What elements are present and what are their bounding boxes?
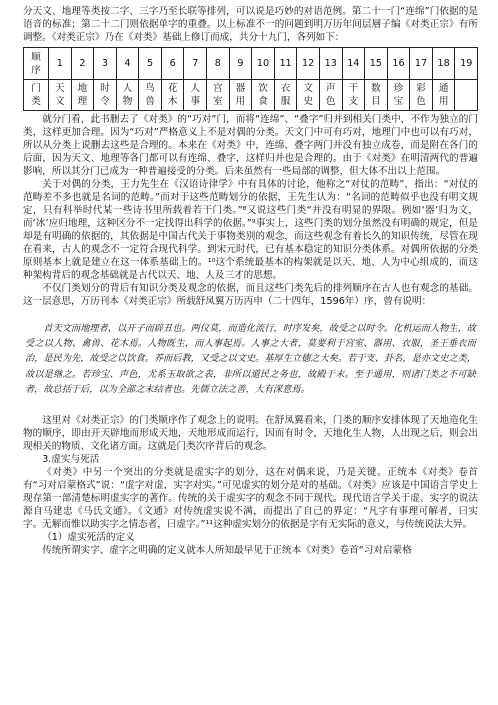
category-number-cell: 16 [387, 48, 410, 80]
category-name-cell: 人 物 [116, 80, 139, 111]
category-name-cell: 地 理 [71, 80, 94, 111]
paragraph-wang-li: 关于对偶的分类，王力先生在《汉语诗律学》中有具体的讨论，他称之“对仗的范畴”，指出：“对仗的范畴差不多也就是名词的范畴。”而对于这些范畴划分的依据，王先生认为：“名词的范畴似乎也没有明文规定，只有科举时代某一些诗书里所载着若干门类。”⁸又说这些门类“并没有明显的界限。例如‘器’归为文，而‘冰’应归地理，这种区分不一定找得出科学的依据。”⁹事实上，这些门类的划分虽然没有明确的规定，但是却是有明确的依据的，其依据是中国古代关于事物类别的观念，而这些观念有着长久的知识传统，尽管在现在看来，古人的观念不一定符合现代科学。到宋元时代，已有基本稳定的知识分类体系。对偶所依据的分类原则基本上就是建立在这一体系基础上的。¹⁰这个系统最基本的构架就是以天、地、人为中心组成的，而这种架构背后的观念基础就是古代以天、地、人及三才的思想。 [23, 179, 478, 281]
category-number-cell: 15 [365, 48, 388, 80]
category-name-cell: 天 文 [49, 80, 72, 111]
category-number-cell: 1 [49, 48, 72, 80]
category-name-cell: 饮 食 [252, 80, 275, 111]
category-name-cell: 鸟 兽 [139, 80, 162, 111]
category-number-cell: 8 [207, 48, 230, 80]
category-name-cell: 珍 宝 [387, 80, 410, 111]
category-number-cell: 19 [455, 48, 478, 80]
document-page [23, 5, 478, 557]
table-header-cell: 顺 序 [24, 48, 49, 80]
category-number-cell: 4 [116, 48, 139, 80]
category-number-cell: 10 [252, 48, 275, 80]
subsection-heading-definition: （1）虚实死活的定义 [42, 532, 135, 544]
category-name-cell: 宫 室 [207, 80, 230, 111]
category-number-cell: 17 [410, 48, 433, 80]
category-name-cell-empty [455, 80, 478, 111]
category-number-cell: 6 [161, 48, 184, 80]
paragraph-order-explanation: 这里对《对类正宗》的门类顺序作了观念上的说明。在舒凤翼看来，门类的顺序安排体现了天地造化生物的顺序，即由开天辟地而形成天地，天地形成而运行，因而有时令，天地化生人物，人出现之后，则会出现相关的物质、文化诸方面。这就是门类次序背后的观念。 [23, 415, 478, 453]
category-name-cell: 文 史 [297, 80, 320, 111]
section-heading-xushi: 3.虚实与死活 [42, 454, 100, 466]
category-number-cell: 3 [94, 48, 117, 80]
category-name-cell: 器 用 [229, 80, 252, 111]
category-number-cell: 7 [184, 48, 207, 80]
category-name-cell: 衣 服 [274, 80, 297, 111]
category-number-cell: 14 [342, 48, 365, 80]
paragraph-order-basis: 不仅门类划分的背后有知识分类及观念的依据，而且这些门类先后的排列顺序在古人也有观念的基础。这一层意思，万历刊本《对类正宗》所载舒凤翼万历丙申（二十四年，1596年）序，曾有说明： [23, 283, 478, 307]
category-name-cell: 人 事 [184, 80, 207, 111]
category-number-cell: 5 [139, 48, 162, 80]
category-number-cell: 9 [229, 48, 252, 80]
category-number-row [24, 48, 478, 80]
table-label-cell: 门 类 [24, 80, 49, 111]
category-name-cell: 数 目 [365, 80, 388, 111]
category-number-cell: 13 [319, 48, 342, 80]
category-name-cell: 通 用 [432, 80, 455, 111]
category-number-cell: 12 [297, 48, 320, 80]
paragraph-definition: 传统所谓实字、虚字之明确的定义就本人所知最早见于正统本《对类》卷首“习对启蒙格 [42, 545, 412, 557]
category-number-cell: 2 [71, 48, 94, 80]
paragraph-xushi: 《对类》中另一个突出的分类就是虚实字的划分，这在对偶来说，乃是关键。正统本《对类》卷首有“习对启蒙格式”说：“虚字对虚，实字对实。”可见虚实的划分是对的基础。《对类》应该是中国语言学史上现存第一部清楚标明虚实字的著作。传统的关于虚实字的观念不同于现代。现代语言学关于虚、实字的说法源自马建忠《马氏文通》。《文通》对传统虚实说不满，而提出了自己的界定：“凡字有事理可解者，曰实字。无解而惟以助实字之情态者，曰虚字。”¹¹这种虚实划分的依据是字有无实际的意义，与传统说法大异。 [23, 467, 478, 531]
intro-paragraph: 分天文、地理等类按二字、三字乃至长联等排列，可以说是巧妙的对语范例。第二十一门“连绵”门依据的是语音的标准；第二十二门则依据单字的重叠。以上标准不一的问题到明万历年间层層子编《对类正宗》有所调整。《对类正宗》乃在《对类》基础上修订而成，共分十九门，各列如下： [23, 6, 478, 43]
category-number-cell: 11 [274, 48, 297, 80]
category-name-cell: 声 色 [319, 80, 342, 111]
category-name-cell: 干 支 [342, 80, 365, 111]
block-quote-preface: 首天文而地理者，以开子而辟丑也。两仪莫，而造化流行，时序发矣，故受之以时令。化机运而人物生，故受之以人物、禽兽、花木焉。人物既生，而人事起焉。人事之大者，莫要利于宫室、器用、衣服，圣王垂衣而治，是民为先，故受之以饮食。养而后教，又受之以文史。基厚生立德之大矣。若于支、卦名，是亦文史之类，故以是继之。若珍宝、声色，尤系玉取欲之表，非所以道民之务也，故殿于末。至于通用，则诸门类之不可缺者，故总括于后，以为全部之末结者也。先儒立法之善，大有深意焉。 [25, 323, 476, 395]
category-name-row [24, 80, 478, 111]
category-number-cell: 18 [432, 48, 455, 80]
category-name-cell: 彩 色 [410, 80, 433, 111]
paragraph-category-analysis: 就分门看，此书删去了《对类》的“巧对”门，而将“连绵”、“叠字”归并到相关门类中，不作为独立的门类，这样更加合理。因为“巧对”严格意义上不是对偶的分类。天文门中可有巧对，地理门中也可以有巧对，所以从分类上说删去这些是合理的。本来在《对类》中，连绵、叠字两门并没有独立成卷，而是附在各门的后面，因为天文、地理等各门都可以有连绵、叠字，这样归并也是合理的。由于《对类》在明清两代的普遍影响，所以其分门已成为一种普遍接受的分类。后来虽然有一些局部的调整，但大体不出以上范围。 [23, 114, 478, 177]
category-table [23, 47, 478, 111]
category-name-cell: 时 令 [94, 80, 117, 111]
category-name-cell: 花 木 [161, 80, 184, 111]
